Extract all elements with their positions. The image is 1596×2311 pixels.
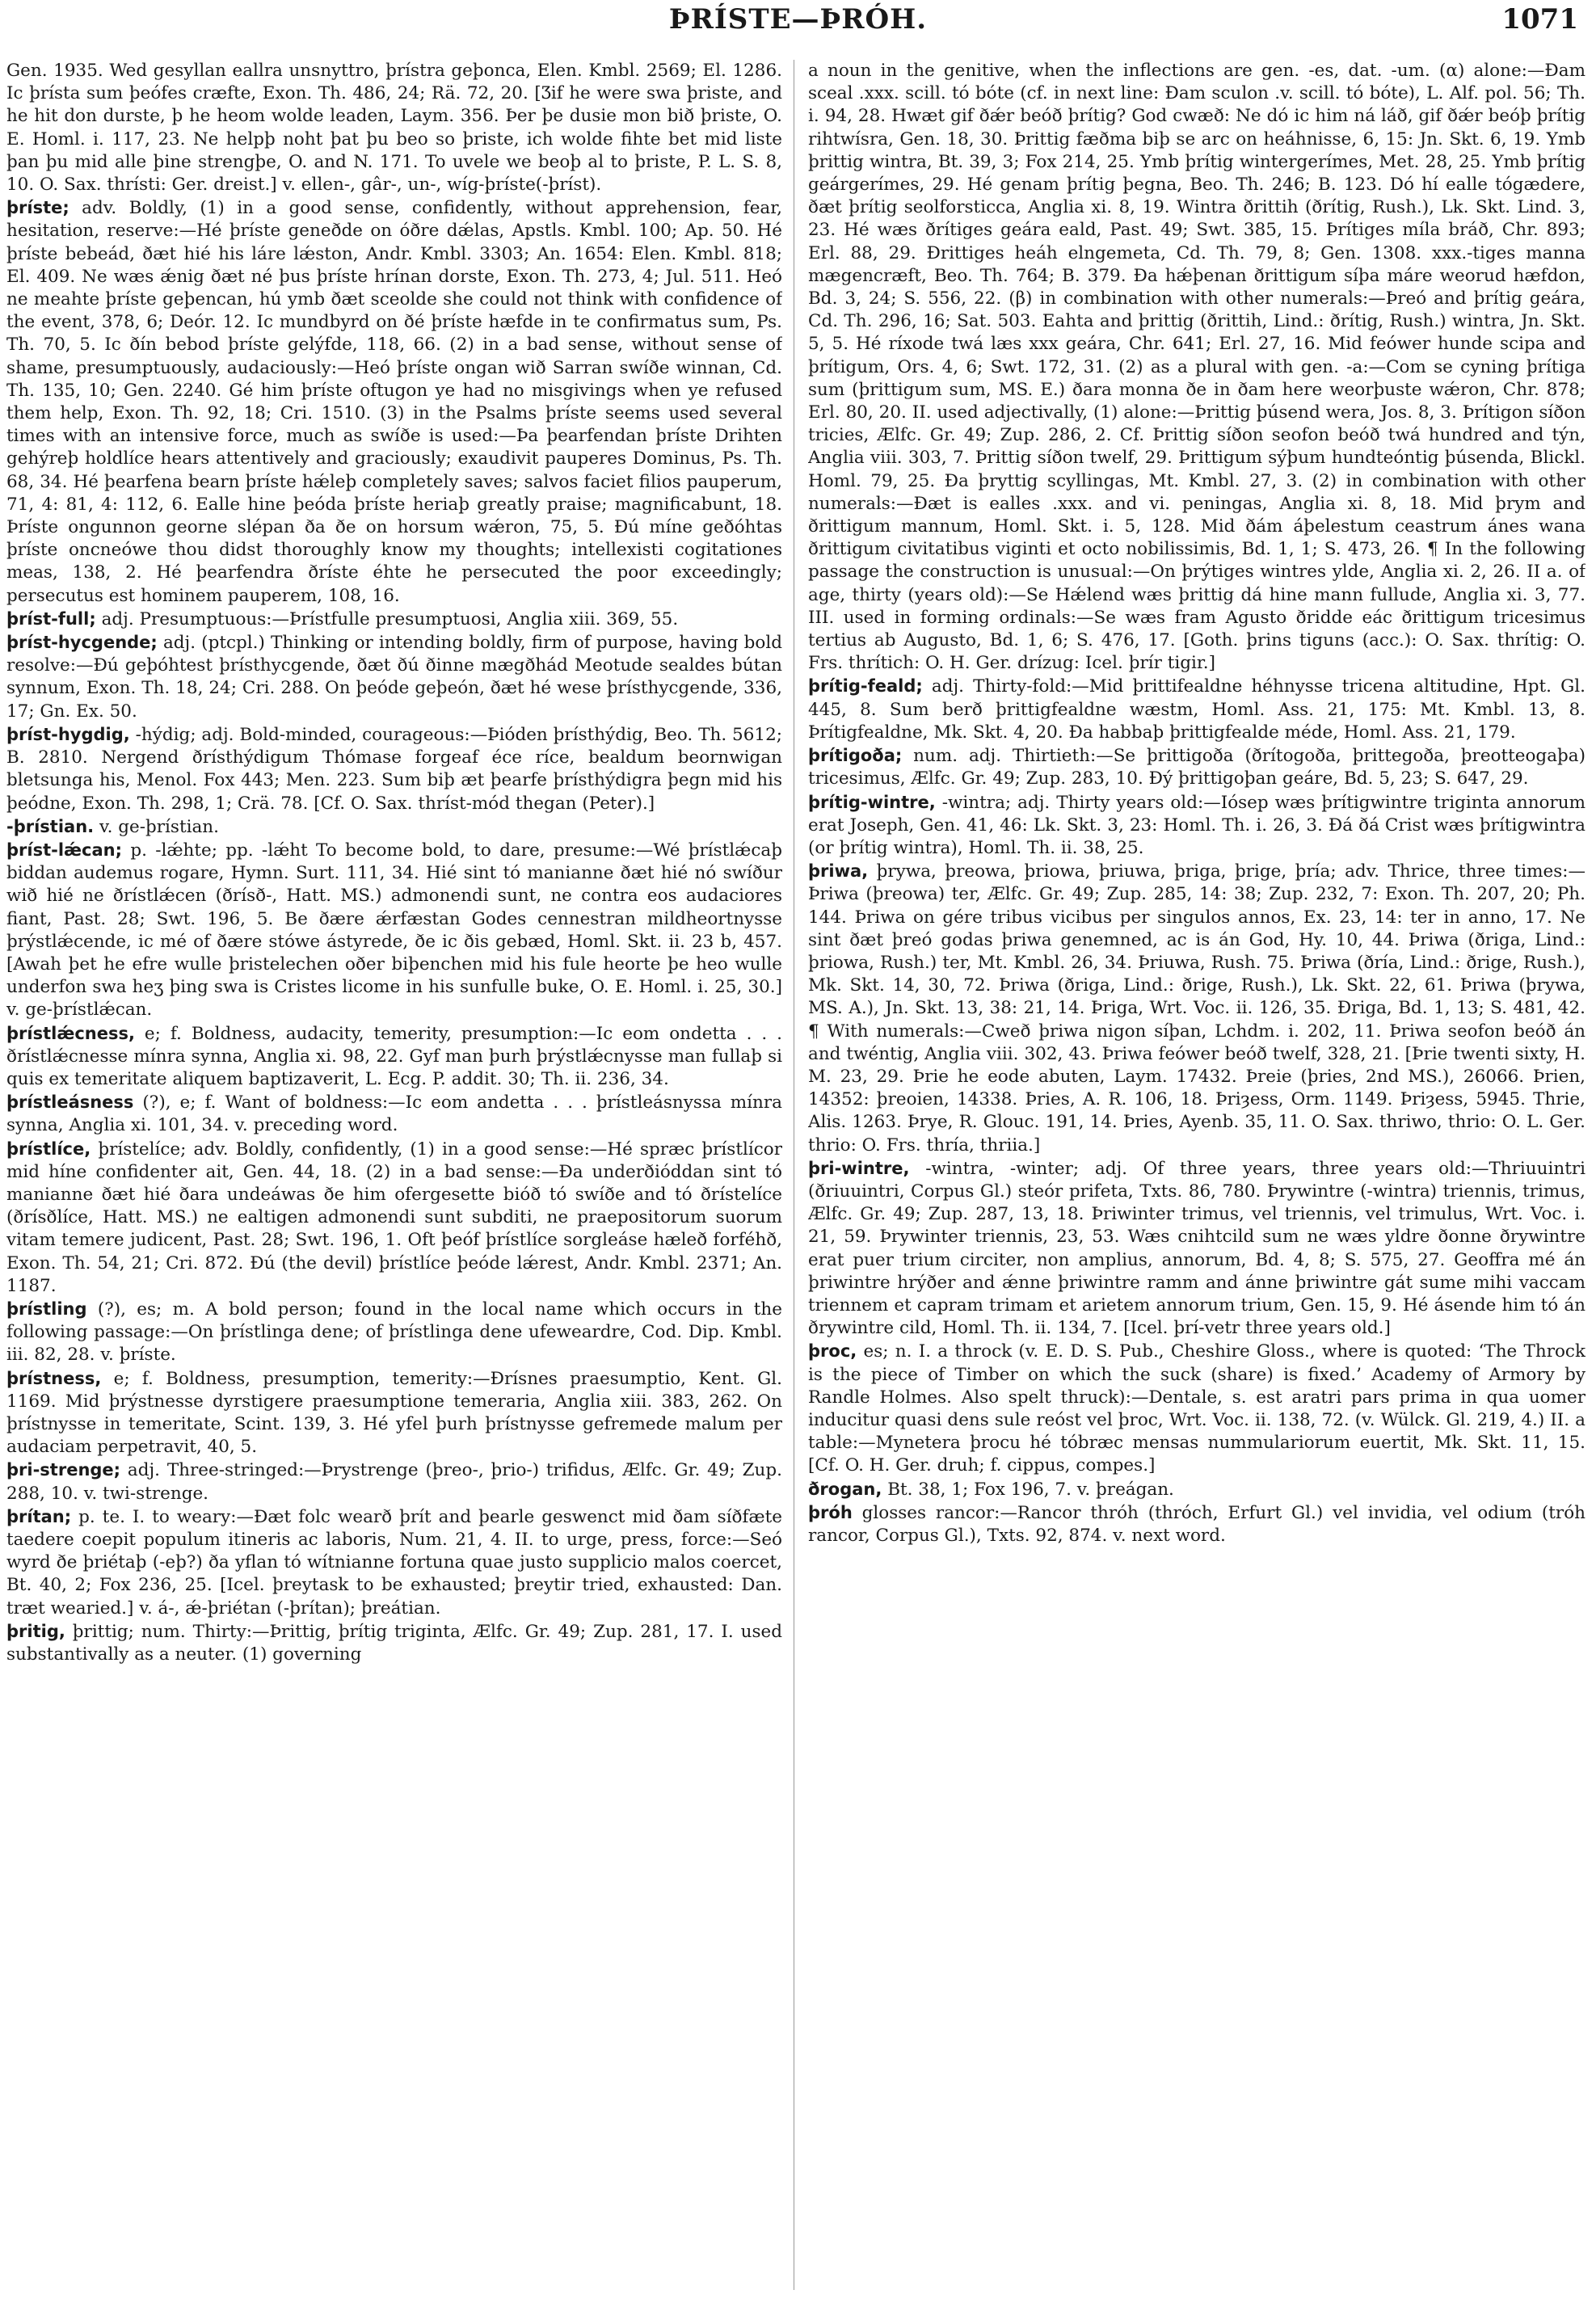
dictionary-entry	[808, 1157, 1585, 1341]
entry-continuation	[6, 60, 782, 196]
entry-text: adj. Presumptuous:—Þrístfulle presumptuosi, Anglia xiii. 369, 55.	[101, 608, 679, 629]
entry-text: adj. Thirty-fold:—Mid þrittifealdne héhnysse tricena altitudine, Hpt. Gl. 445, 8. Sum berð þrittigfealdne wæstm, Homl. Ass. 21, 175: Mt. Kmbl. 13, 8. Þrítigfealdne, Mk. Skt. 4, 20. Ða habbaþ þrittigfealde méde, Homl. Ass. 21, 179.	[808, 676, 1585, 743]
entry-text: adj. (ptcpl.) Thinking or intending boldly, firm of purpose, having bold resolve:—Ðú geþóhtest þrísthycgende, ðæt ðú ðinne mægðhád Meotude sealdes bútan synnum, Exon. Th. 18, 24; Cri. 288. On þeóde geþeón, ðæt hé wese þrísthycgende, 336, 17; Gn. Ex. 50.	[6, 633, 782, 722]
headword: þrítan;	[6, 1506, 72, 1526]
headword: þri-strenge;	[6, 1460, 121, 1480]
dictionary-entry	[6, 1091, 782, 1137]
entry-text: Gen. 1935. Wed gesyllan eallra unsnyttro, þrístra geþonca, Elen. Kmbl. 2569; El. 1286. Ic þrísta sum þeófes cræfte, Exon. Th. 486, 24; Rä. 72, 20. [Ʒif he were swa þriste, and he hit don durste, þ he heom wolde leaden, Laym. 356. Þer þe dusie mon bið þriste, O. E. Homl. i. 117, 23. Ne helpþ noht þat þu beo so þriste, ich wolde fihte bet mid liste þan þu mid alle þine strengþe, O. and N. 171. To uvele we beoþ al to þriste, P. L. S. 8, 10. O. Sax. thrísti: Ger. dreist.] v. ellen-, gâr-, un-, wíg-þríste(-þríst).	[6, 61, 782, 196]
dictionary-entry	[6, 723, 782, 815]
dictionary-entry	[808, 860, 1585, 1157]
entry-text: adj. Three-stringed:—Þrystrenge (þreo-, þrio-) trifidus, Ælfc. Gr. 49; Zup. 288, 10. v. twi-strenge.	[6, 1460, 782, 1504]
entry-text: (?), e; f. Want of boldness:—Ic eom andetta . . . þrístleásnyssa mínra synna, Anglia xi. 101, 34. v. preceding word.	[6, 1092, 782, 1136]
entry-text: þrístelíce; adv. Boldly, confidently, (1) in a good sense:—Hé spræc þrístlícor mid híne confidenter ait, Gen. 44, 18. (2) in a bad sense:—Ða underðióddan sint tó manianne ðæt hié ðara undeáwas ðe him ofergesette bióð tó swíðe and tó ðrístelíce (ðrísðlíce, Hatt. MS.) ne ealtigen admonendi sunt subditi, ne praepositorum suorum vitam temere judicent, Past. 28; Swt. 196, 1. Oft þeóf þrístlíce sorgleáse hæleð forféhð, Exon. Th. 54, 21; Cri. 872. Ðú (the devil) þrístlíce þeóde lǽrest, Andr. Kmbl. 2371; An. 1187.	[6, 1139, 782, 1296]
page-number: 1071	[1501, 3, 1578, 36]
headword: þrístness,	[6, 1368, 102, 1388]
headword: þríste;	[6, 198, 69, 218]
entry-text: þrittig; num. Thirty:—Þrittig, þrítig triginta, Ælfc. Gr. 49; Zup. 281, 17. I. used substantivally as a neuter. (1) governing	[6, 1621, 782, 1665]
headword: þríst-hygdig,	[6, 724, 130, 744]
running-title: ÞRÍSTE—ÞRÓH.	[668, 3, 928, 36]
headword: þróh	[808, 1502, 853, 1522]
dictionary-entry	[808, 675, 1585, 744]
entry-text: (?), es; m. A bold person; found in the local name which occurs in the following passage:—On þrístlinga dene; of þrístlinga dene ufeweardre, Cod. Dip. Kmbl. iii. 82, 28. v. þríste.	[6, 1299, 782, 1366]
dictionary-entry	[6, 1298, 782, 1367]
headword: þrístling	[6, 1299, 87, 1319]
entry-text: e; f. Boldness, presumption, temerity:—Ðrísnes praesumptio, Kent. Gl. 1169. Mid þrýstnesse dyrstigere praesumptione temeraria, Anglia xiii. 383, 262. On þrístnysse in temeritate, Scint. 139, 3. Hé yfel þurh þrístnysse gefremede malum per audaciam perpetravit, 40, 5.	[6, 1368, 782, 1458]
left-column	[6, 60, 782, 2298]
headword: þriwa,	[808, 861, 869, 882]
headword: þrítigoða;	[808, 746, 903, 766]
dictionary-entry	[808, 1478, 1585, 1501]
headword: þríst-lǽcan;	[6, 840, 123, 860]
dictionary-entry	[808, 1501, 1585, 1547]
dictionary-entry	[808, 1340, 1585, 1477]
headword: þri-wintre,	[808, 1158, 910, 1178]
dictionary-entry	[6, 196, 782, 608]
dictionary-entry	[6, 1022, 782, 1092]
headword: ðrogan,	[808, 1479, 882, 1499]
page-header	[0, 3, 1596, 44]
entry-text: -hýdig; adj. Bold-minded, courageous:—Þióden þrísthýdig, Beo. Th. 5612; B. 2810. Nergend ðrísthýdigum Thómase forgeaf éce ríce, bealdum beornwigan bletsunga his, Menol. Fox 443; Men. 223. Sum biþ æt þearfe þrísthýdigra þegn mid his þeódne, Exon. Th. 298, 1; Crä. 78. [Cf. O. Sax. thríst-mód thegan (Peter).]	[6, 724, 782, 814]
headword: þrítig-wintre,	[808, 792, 936, 812]
entry-continuation	[808, 60, 1585, 675]
entry-text: þrywa, þreowa, þriowa, þriuwa, þriga, þrige, þría; adv. Thrice, three times:—Þriwa (þreowa) ter, Ælfc. Gr. 49; Zup. 285, 14: 38; Zup. 232, 7: Exon. Th. 207, 20; Ph. 144. Þriwa on gére tribus vicibus per singulos annos, Ex. 23, 14: ter in anno, 17. Ne sint ðæt þreó godas þriwa genemned, ac is án God, Hy. 10, 44. Þriwa (ðriga, Lind.: þriowa, Rush.) ter, Mt. Kmbl. 26, 34. Þriuwa, Rush. 75. Þriwa (ðría, Lind.: ðrige, Rush.), Mk. Skt. 14, 30, 72. Þriwa (ðriga, Lind.: ðrige, Rush.), Lk. Skt. 22, 61. Þriwa (þrywa, MS. A.), Jn. Skt. 13, 38: 21, 14. Þriga, Wrt. Voc. ii. 126, 35. Ðriga, Bd. 1, 13; S. 481, 42. ¶ With numerals:—Cweð þriwa nigon síþan, Lchdm. i. 202, 11. Þriwa seofon beóð án and twéntig, Anglia viii. 302, 43. Þriwa feówer beóð twelf, 328, 21. [Þrie twenti sixty, H. M. 23, 29. Þrie he eode abuten, Laym. 17432. Þreie (þries, 2nd MS.), 26066. Þrien, 14352: þreoien, 14338. Þries, A. R. 106, 18. Þriȝess, Orm. 1149. Þriȝess, 5945. Thrie, Alis. 1263. Þrye, R. Glouc. 191, 14. Þries, Ayenb. 35, 11. O. Sax. thriwo, thrio: O. L. Ger. thrio: O. Frs. thría, thriia.]	[808, 861, 1585, 1156]
headword: þroc,	[808, 1341, 857, 1362]
headword: þritig,	[6, 1621, 65, 1641]
entry-text: p. -lǽhte; pp. -lǽht To become bold, to dare, presume:—Wé þrístlǽcaþ biddan audemus rogare, Hymn. Surt. 111, 34. Hié sint tó manianne ðæt hié nó swíður wið hié ne ðrístlǽcen (ðrísð-, Hatt. MS.) admonendi sunt, ne contra eos audaciores fiant, Past. 28; Swt. 196, 5. Be ðære ǽrfæstan Godes cennestran mildheortnysse þrýstlǽcende, ic mé of ðære stówe ástyrede, ðe ic ðis gebæd, Homl. Skt. ii. 23 b, 457. [Awah þet he efre wulle þristelechen oðer biþenchen mid his fule heorte þe heo wulle underfon swa heʒ þing swa is Cristes licome in his sunfulle buke, O. E. Homl. i. 25, 30.] v. ge-þrístlǽcan.	[6, 840, 782, 1021]
entry-text: -wintra, -winter; adj. Of three years, three years old:—Thriuuintri (ðriuuintri, Corpus Gl.) steór prifeta, Txts. 86, 780. Þrywintre (-wintra) triennis, trimus, Ælfc. Gr. 49; Zup. 287, 13, 18. Þriwinter trimus, vel triennis, vel trimulus, Wrt. Voc. i. 21, 59. Þrywinter triennis, 23, 53. Wæs cnihtcild sum ne wæs yldre ðonne ðrywintre erat puer trium circiter, non amplius, annorum, Bd. 4, 8; S. 575, 27. Geoffra mé án þriwintre hrýðer and ǽnne þriwintre ramm and ánne þriwintre gát sume mihi vaccam triennem et capram trimam et arietem annorum trium, Gen. 15, 9. Hé ásende him tó án ðrywintre cild, Homl. Th. ii. 134, 7. [Icel. þrí-vetr three years old.]	[808, 1158, 1585, 1339]
headword: þrístlíce,	[6, 1139, 91, 1159]
headword: þrítig-feald;	[808, 676, 923, 697]
dictionary-entry	[6, 1505, 782, 1620]
entry-text: a noun in the genitive, when the inflections are gen. -es, dat. -um. (α) alone:—Ðam sceal .xxx. scill. tó bóte (cf. in next line: Ðam sculon .v. scill. tó bóte), L. Alf. pol. 56; Th. i. 94, 28. Hwæt gif ðǽr beóð þrítig? God cwæð: Ne dó ic him ná láð, gif ðǽr beóþ þrítig rihtwísra, Gen. 18, 30. Þrittig fæðma biþ se arc on heáhnisse, 6, 15: Jn. Skt. 6, 19. Ymb þrittig wintra, Bt. 39, 3; Fox 214, 25. Ymb þrítig wintergerímes, Met. 28, 25. Ymb þrítig geárgerímes, 29. Hé genam þrítig þegna, Beo. Th. 246; B. 123. Dó hí ealle tógædere, ðæt þrítig seolforsticca, Anglia xi. 8, 19. Wintra ðrittih (ðrítig, Rush.), Lk. Skt. Lind. 3, 23. Hé wæs ðrítiges geára eald, Past. 49; Swt. 385, 15. Þrítiges míla bráð, Chr. 893; Erl. 88, 29. Ðrittiges heáh elngemeta, Cd. Th. 79, 8; Gen. 1308. xxx.-tiges manna mægencræft, Beo. Th. 764; B. 379. Ða hǽþenan ðrittigum síþa máre weorud hæfdon, Bd. 3, 24; S. 556, 22. (β) in combination with other numerals:—Þreó and þrítig geára, Cd. Th. 296, 16; Sat. 503. Eahta and þrittig (ðrittih, Lind.: ðrítig, Rush.) wintra, Jn. Skt. 5, 5. Hé ríxode twá læs xxx geára, Chr. 641; Erl. 27, 16. Mid feówer hunde scipa and þrítigum, Ors. 4, 6; Swt. 172, 31. (2) as a plural with gen. -a:—Com se cyning þrítiga sum (þrittigum sum, MS. E.) ðara monna ðe in ðam here weorþuste wǽron, Chr. 878; Erl. 80, 20. II. used adjectivally, (1) alone:—Þrittig þúsend wera, Jos. 8, 3. Þrítigon síðon tricies, Ælfc. Gr. 49; Zup. 286, 2. Cf. Þrittig síðon seofon beóð twá hundred and týn, Anglia viii. 303, 7. Þrittig síðon twelf, 29. Þrittigum sýþum hundteóntig þúsenda, Blickl. Homl. 79, 25. Ða þryttig scyllingas, Mt. Kmbl. 27, 3. (2) in combination with other numerals:—Ðæt is ealles .xxx. and vi. peningas, Anglia xi. 8, 18. Mid þrym and ðrittigum mannum, Homl. Skt. i. 5, 128. Mid ðám áþelestum ceastrum ánes wana ðrittigum civitatibus viginti et octo nobilissimis, Bd. 1, 1; S. 473, 26. ¶ In the following passage the construction is unusual:—On þrýtiges wintres ylde, Anglia xi. 2, 26. II a. of age, thirty (years old):—Se Hǽlend wæs þrittig dá hine mann fullude, Anglia xi. 3, 77. III. used in forming ordinals:—Se wæs fram Agusto ðridde eác ðrittigum tricesimus tertius ab Augusto, Bd. 1, 6; S. 476, 17. [Goth. þrins tiguns (acc.): O. Sax. thrítig: O. Frs. thrítich: O. H. Ger. drízug: Icel. þrír tigir.]	[808, 61, 1585, 674]
dictionary-entry	[808, 791, 1585, 861]
entry-text: -wintra; adj. Thirty years old:—Iósep wæs þrítigwintre triginta annorum erat Joseph, Gen. 41, 46: Lk. Skt. 3, 23: Homl. Th. i. 26, 3. Ðá ðá Crist wæs þrítigwintra (or þrítig wintra), Homl. Th. ii. 38, 25.	[808, 792, 1585, 858]
dictionary-entry	[6, 631, 782, 723]
entry-text: p. te. I. to weary:—Ðæt folc wearð þrít and þearle geswenct mid ðam síðfæte taedere coepit populum itineris ac laboris, Num. 21, 4. II. to urge, press, force:—Seó wyrd ðe þriétaþ (-eþ?) ða yflan tó wítnianne fortuna quae justo supplicio malos coercet, Bt. 40, 2; Fox 236, 25. [Icel. þreytask to be exhausted; þreytir tried, exhausted: Dan. træt wearied.] v. á-, ǽ-þriétan (-þrítan); þreátian.	[6, 1506, 782, 1619]
entry-text: glosses rancor:—Rancor thróh (thróch, Erfurt Gl.) vel invidia, vel odium (tróh rancor, Corpus Gl.), Txts. 92, 874. v. next word.	[808, 1502, 1585, 1546]
entry-text: e; f. Boldness, audacity, temerity, presumption:—Ic eom ondetta . . . ðrístlǽcnesse mínra synna, Anglia xi. 98, 22. Gyf man þurh þrýstlǽcnysse man fullaþ si quis ex temeritate aliquem baptizaverit, L. Ecg. P. addit. 30; Th. ii. 236, 34.	[6, 1023, 782, 1089]
entry-text: num. adj. Thirtieth:—Se þrittigoða (ðrítogoða, þrittegoða, þreotteogaþa) tricesimus, Ælfc. Gr. 49; Zup. 283, 10. Ðý þrittigoþan geáre, Bd. 5, 23; S. 647, 29.	[808, 746, 1585, 789]
dictionary-entry	[808, 744, 1585, 790]
entry-text: v. ge-þrístian.	[99, 816, 219, 837]
dictionary-entry	[6, 815, 782, 839]
headword: þríst-full;	[6, 608, 96, 629]
dictionary-entry	[6, 1138, 782, 1298]
entry-text: es; n. I. a throck (v. E. D. S. Pub., Cheshire Gloss., where is quoted: ‘The Throck is the piece of Timber on which the suck (share) is fixed.’ Academy of Armory by Randle Holmes. Also spelt thruck):—Dentale, s. est aratri pars prima in qua uomer inducitur quasi dens sule reóst vel þroc, Wrt. Voc. ii. 138, 72. (v. Wülck. Gl. 219, 4.) II. a table:—Mynetera þrocu hé tóbræc mensas nummulariorum euertit, Mk. Skt. 11, 15. [Cf. O. H. Ger. druh; f. cippus, compes.]	[808, 1341, 1585, 1476]
dictionary-entry	[6, 608, 782, 631]
headword: -þrístian.	[6, 816, 95, 836]
dictionary-entry	[6, 1459, 782, 1505]
right-column	[808, 60, 1585, 2298]
entry-text: adv. Boldly, (1) in a good sense, confidently, without apprehension, fear, hesitation, reserve:—Hé þríste geneðde on óðre dǽlas, Apstls. Kmbl. 100; Ap. 50. Hé þríste bebeád, ðæt hié his láre lǽston, Andr. Kmbl. 3303; An. 1654: Elen. Kmbl. 818; El. 409. Ne wæs ǽnig ðæt né þus þríste hrínan dorste, Exon. Th. 273, 4; Jul. 511. Heó ne meahte þríste geþencan, hú ymb ðæt sceolde she could not think with confidence of the event, 378, 6; Deór. 12. Ic mundbyrd on ðé þríste hæfde in te confirmatus sum, Ps. Th. 70, 5. Ic ðín bebod þríste gelýfde, 118, 66. (2) in a bad sense, without sense of shame, presumptuously, audaciously:—Heó þríste ongan wið Sarran swíðe winnan, Cd. Th. 135, 10; Gen. 2240. Gé him þríste oftugon ye had no misgivings when ye refused them help, Exon. Th. 92, 18; Cri. 1510. (3) in the Psalms þríste seems used several times with an intensive force, much as swíðe is used:—Þa þearfendan þríste Drihten gehýreþ holdlíce hears attentively and graciously; exaudivit pauperes Dominus, Ps. Th. 68, 34. Hé þearfena bearn þríste hǽleþ completely saves; salvos faciet filios pauperum, 71, 4: 81, 4: 112, 6. Ealle hine þeóda þríste heriaþ greatly praise; magnificabunt, 18. Þríste ongunnon georne slépan ða ðe on horsum wǽron, 75, 5. Ðú míne geðóhtas þríste oncneówe thou didst thoroughly know my thoughts; intellexisti cogitationes meas, 138, 2. Hé þearfendra ðríste éhte he persecuted the poor exceedingly; persecutus est hominem pauperem, 108, 16.	[6, 198, 782, 606]
headword: þrístleásness	[6, 1092, 134, 1113]
dictionary-entry	[6, 1620, 782, 1666]
dictionary-entry	[6, 1367, 782, 1459]
dictionary-entry	[6, 839, 782, 1022]
headword: þrístlǽcness,	[6, 1023, 135, 1043]
entry-text: Bt. 38, 1; Fox 196, 7. v. þreágan.	[887, 1479, 1174, 1500]
headword: þríst-hycgende;	[6, 633, 158, 653]
